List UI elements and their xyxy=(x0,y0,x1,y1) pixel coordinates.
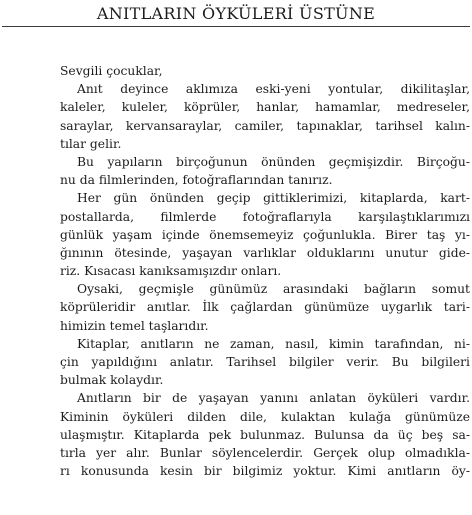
text-line: riz. Kısacası kanıksamışızdır onları. xyxy=(60,264,282,279)
text-line: rı konusunda kesin bir bilgimiz yoktur. Kimi anıtların öy- xyxy=(60,464,470,479)
text-line: ulaşmıştır. Kitaplarda pek bulunmaz. Bulunsa da üç beş sa- xyxy=(60,427,470,442)
text-line: Kitaplar, anıtların ne zaman, nasıl, kimin tarafından, ni- xyxy=(77,336,470,351)
text-line: Her gün önünden geçip gittiklerimizi, kitaplarda, kart- xyxy=(77,191,470,206)
text-line: ğınının ötesinde, yaşayan varlıklar olduklarını unutur gide- xyxy=(60,245,470,260)
text-line: Kiminin öyküleri dilden dile, kulaktan kulağa günümüze xyxy=(60,409,470,424)
text-line: köprüleridir anıtlar. İlk çağlardan günümüze uygarlık tari- xyxy=(60,300,470,315)
text-line: himizin temel taşlarıdır. xyxy=(60,318,209,333)
text-line: kaleler, kuleler, köprüler, hanlar, hamamlar, medreseler, xyxy=(60,100,470,115)
page-title: ANITLARIN ÖYKÜLERİ ÜSTÜNE xyxy=(96,4,376,23)
text-line: Anıtların bir de yaşayan yanını anlatan öyküleri vardır. xyxy=(77,391,470,406)
text-line: tırla yer alır. Bunlar söylencelerdir. Gerçek olup olmadıkla- xyxy=(60,445,470,460)
text-line: Sevgili çocuklar, xyxy=(60,64,163,78)
text-line: Bu yapıların birçoğunun önünden geçmişizdir. Birçoğu- xyxy=(77,154,470,169)
text-line: tılar gelir. xyxy=(60,136,122,151)
text-line: postallarda, filmlerde fotoğraflarıyla karşılaştıklarımızı xyxy=(60,209,470,224)
text-line: Oysaki, geçmişle günümüz arasındaki bağların somut xyxy=(77,282,470,297)
body-text xyxy=(60,62,470,480)
text-line: nu da filmlerinden, fotoğraflarından tanırız. xyxy=(60,173,333,188)
text-line: bulmak kolaydır. xyxy=(60,373,164,388)
text-line: saraylar, kervansaraylar, camiler, tapınaklar, tarihsel kalın- xyxy=(60,118,470,133)
title-rule xyxy=(2,26,470,27)
text-line: çin yapıldığını anlatır. Tarihsel bilgiler verir. Bu bilgileri xyxy=(60,355,470,369)
text-line: Anıt deyince aklımıza eski-yeni yontular, dikilitaşlar, xyxy=(77,82,470,97)
text-line: günlük yaşam içinde önemsemeyiz çoğunlukla. Birer taş yı- xyxy=(60,227,470,242)
